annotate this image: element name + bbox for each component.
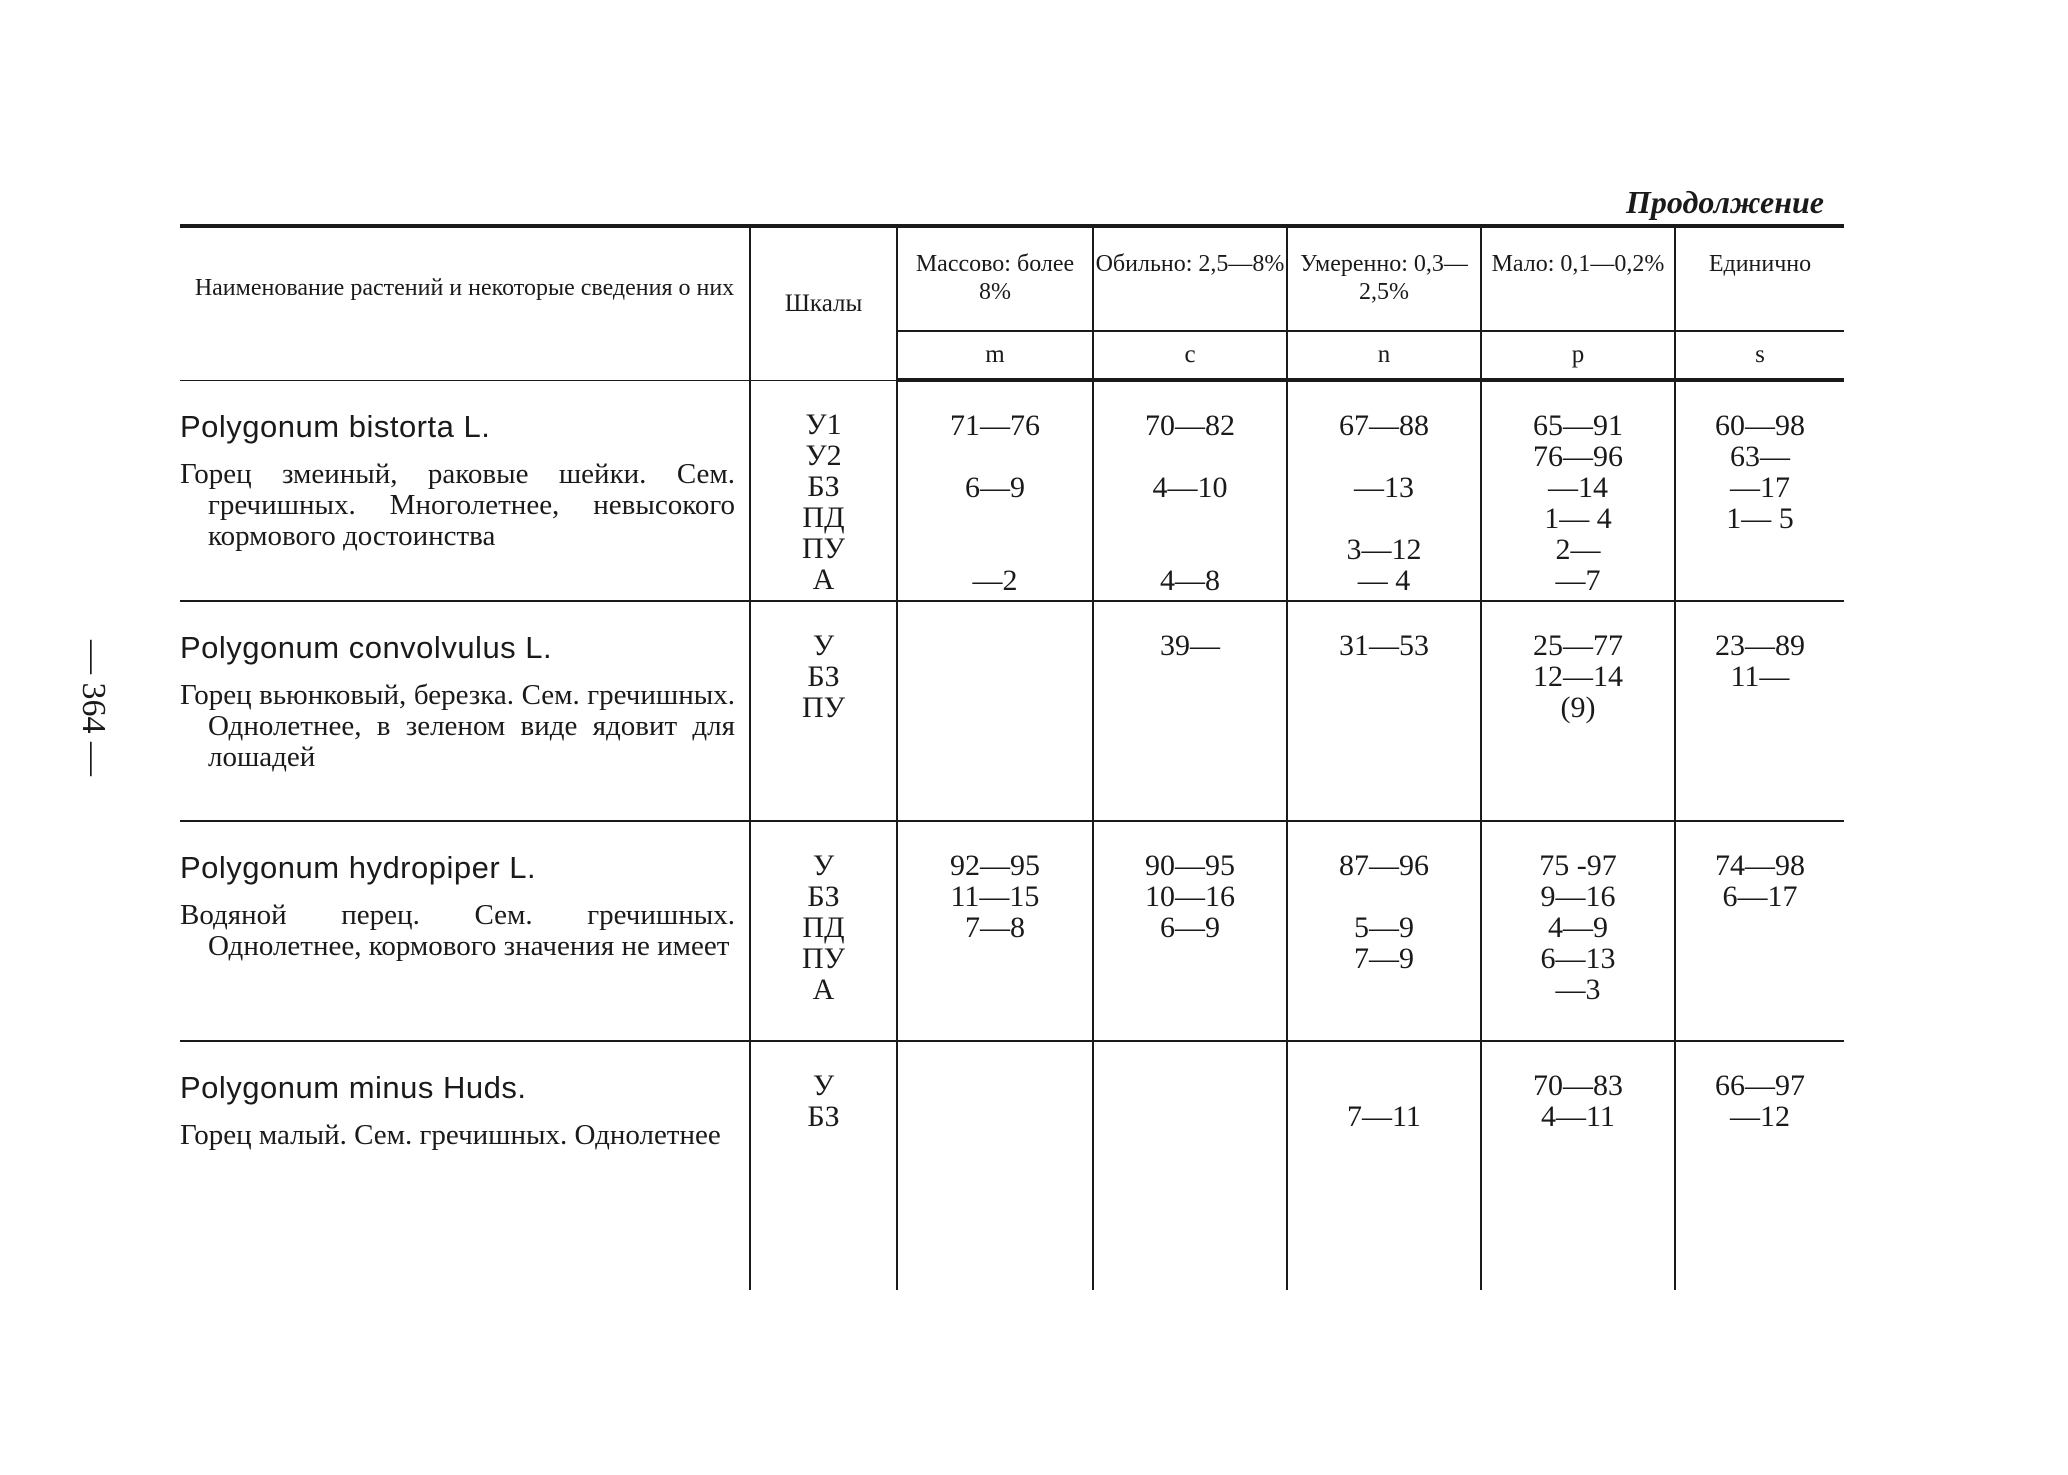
- value: [898, 503, 1092, 534]
- value: [1094, 974, 1286, 1005]
- scale-label: У: [812, 629, 835, 662]
- value: 11—: [1730, 660, 1790, 693]
- header-col-few: Мало: 0,1—0,2%: [1481, 226, 1675, 331]
- plant-description: Водяной перец. Сем. гречишных. Однолетнее, кормового значения не имеет: [180, 899, 735, 962]
- value-cell-s: [1675, 380, 1844, 601]
- value: [1288, 881, 1480, 912]
- value-cell-c: [1093, 821, 1287, 1041]
- value-cell-p: [1481, 1041, 1675, 1290]
- value: 10—16: [1145, 880, 1235, 913]
- value-cell-n: [1287, 601, 1481, 821]
- plant-description: Горец малый. Сем. гречишных. Однолетнее: [180, 1119, 721, 1151]
- value: [898, 943, 1092, 974]
- header-col-single: Единично: [1675, 226, 1844, 331]
- table-row: [180, 601, 1844, 821]
- value: [898, 974, 1092, 1005]
- value: 6—13: [1540, 942, 1616, 975]
- value: [898, 630, 1092, 661]
- value: [1288, 692, 1480, 723]
- value: 60—98: [1715, 409, 1805, 442]
- plant-name-cell: [180, 601, 750, 821]
- value: [898, 441, 1092, 472]
- value: 9—16: [1540, 880, 1616, 913]
- value: [898, 1101, 1092, 1132]
- scale-label: А: [812, 562, 835, 596]
- scale-label: ПУ: [802, 942, 845, 975]
- latin-name: Polygonum minus Huds.: [180, 1070, 527, 1105]
- value-cell-s: [1675, 601, 1844, 821]
- value: 74—98: [1715, 849, 1805, 882]
- value: [1676, 912, 1844, 943]
- value: 7—9: [1354, 942, 1414, 975]
- scale-label: ПД: [802, 500, 845, 534]
- value-cell-m: [897, 601, 1093, 821]
- value: [1288, 974, 1480, 1005]
- table-row: [180, 821, 1844, 1041]
- value: 7—8: [965, 911, 1025, 944]
- scales-cell: [750, 821, 897, 1041]
- latin-name: Polygonum bistorta L.: [180, 408, 491, 444]
- value: —17: [1730, 471, 1790, 504]
- header-symbol-c: c: [1093, 331, 1287, 380]
- value: [1288, 661, 1480, 692]
- value: 25—77: [1533, 629, 1623, 662]
- value: 92—95: [950, 849, 1040, 882]
- value: 4—9: [1548, 911, 1608, 944]
- value-cell-m: [897, 1041, 1093, 1290]
- value: 66—97: [1715, 1069, 1805, 1102]
- scale-label: У1: [805, 407, 842, 441]
- value: 70—83: [1533, 1069, 1623, 1102]
- scales-cell: [750, 380, 897, 601]
- value: [1288, 1070, 1480, 1101]
- value-cell-m: [897, 380, 1093, 601]
- scales-cell: [750, 601, 897, 821]
- latin-name: Polygonum convolvulus L.: [180, 630, 553, 665]
- value: 71—76: [950, 409, 1040, 442]
- value: [1676, 943, 1844, 974]
- value: 4—11: [1541, 1100, 1615, 1133]
- scale-label: ПД: [802, 911, 845, 944]
- value: 65—91: [1533, 409, 1623, 442]
- value: 90—95: [1145, 849, 1235, 882]
- scale-label: У: [812, 849, 835, 882]
- header-symbol-n: n: [1287, 331, 1481, 380]
- scale-label: ПУ: [802, 531, 845, 565]
- value-cell-p: [1481, 821, 1675, 1041]
- value-cell-s: [1675, 1041, 1844, 1290]
- value: [1094, 534, 1286, 565]
- value: 2—: [1555, 533, 1601, 566]
- value: [1094, 503, 1286, 534]
- value-cell-c: [1093, 601, 1287, 821]
- value: 6—9: [1160, 911, 1220, 944]
- value: [898, 1070, 1092, 1101]
- header-scales: Шкалы: [750, 226, 897, 380]
- value-cell-p: [1481, 380, 1675, 601]
- value: 23—89: [1715, 629, 1805, 662]
- scale-label: БЗ: [807, 880, 840, 913]
- value: 11—15: [950, 880, 1040, 913]
- value: [898, 661, 1092, 692]
- value: [1676, 565, 1844, 596]
- value: 70—82: [1145, 409, 1235, 442]
- value: [1288, 441, 1480, 472]
- value: 39—: [1160, 629, 1220, 662]
- value: [1094, 943, 1286, 974]
- plant-name-cell: [180, 821, 750, 1041]
- value: —12: [1730, 1100, 1790, 1133]
- plant-description: Горец вьюнковый, березка. Сем. гречишных. Однолетнее, в зеленом виде ядовит для лошадей: [180, 679, 735, 773]
- plant-description: Горец змеиный, раковые шейки. Сем. гречишных. Многолетнее, невысокого кормового достоинства: [180, 457, 735, 552]
- header-col-mass: Массово: более 8%: [897, 226, 1093, 331]
- value-cell-n: [1287, 821, 1481, 1041]
- scales-cell: [750, 1041, 897, 1290]
- value: [1094, 441, 1286, 472]
- value-cell-n: [1287, 380, 1481, 601]
- value: 3—12: [1346, 533, 1422, 566]
- value: 4—10: [1152, 471, 1228, 504]
- value: 12—14: [1533, 660, 1623, 693]
- value: [898, 534, 1092, 565]
- table-row: [180, 1041, 1844, 1290]
- continuation-label: Продолжение: [1626, 184, 1824, 220]
- value: 76—96: [1533, 440, 1623, 473]
- value: 75 -97: [1539, 849, 1617, 882]
- value: 67—88: [1339, 409, 1429, 442]
- header-name: Наименование растений и некоторые сведения о них: [180, 226, 750, 380]
- value: [898, 692, 1092, 723]
- scale-label: А: [812, 973, 835, 1006]
- plant-name-cell: [180, 380, 750, 601]
- value: 6—17: [1722, 880, 1798, 913]
- latin-name: Polygonum hydropiper L.: [180, 850, 537, 885]
- value: —2: [972, 564, 1018, 597]
- value: 1— 4: [1544, 502, 1612, 535]
- value: —3: [1555, 973, 1601, 1006]
- page-number: — 364 —: [75, 640, 112, 776]
- scale-label: ПУ: [802, 691, 845, 724]
- value: (9): [1560, 691, 1596, 724]
- value: [1094, 692, 1286, 723]
- value-cell-s: [1675, 821, 1844, 1041]
- value: —14: [1548, 471, 1608, 504]
- plant-name-cell: [180, 1041, 750, 1290]
- value: 87—96: [1339, 849, 1429, 882]
- value: [1094, 1101, 1286, 1132]
- header-col-moderate: Умеренно: 0,3—2,5%: [1287, 226, 1481, 331]
- value: 4—8: [1160, 564, 1220, 597]
- header-col-abundant: Обильно: 2,5—8%: [1093, 226, 1287, 331]
- value: 31—53: [1339, 629, 1429, 662]
- value: —7: [1555, 564, 1601, 597]
- header-symbol-p: p: [1481, 331, 1675, 380]
- value: 1— 5: [1726, 502, 1794, 535]
- scale-label: У2: [805, 438, 842, 472]
- value: 6—9: [965, 471, 1025, 504]
- plant-table: [180, 224, 1844, 1290]
- value: —13: [1354, 471, 1414, 504]
- header-symbol-m: m: [897, 331, 1093, 380]
- scale-label: БЗ: [807, 660, 840, 693]
- table-row: [180, 380, 1844, 601]
- value-cell-p: [1481, 601, 1675, 821]
- value: [1676, 534, 1844, 565]
- value: [1676, 692, 1844, 723]
- scale-label: БЗ: [807, 469, 840, 503]
- value: [1094, 661, 1286, 692]
- value: 63—: [1730, 440, 1790, 473]
- value-cell-n: [1287, 1041, 1481, 1290]
- value: 5—9: [1354, 911, 1414, 944]
- value-cell-c: [1093, 380, 1287, 601]
- header-symbol-s: s: [1675, 331, 1844, 380]
- value: — 4: [1357, 564, 1411, 597]
- scale-label: БЗ: [807, 1100, 840, 1133]
- value-cell-c: [1093, 1041, 1287, 1290]
- value-cell-m: [897, 821, 1093, 1041]
- scale-label: У: [812, 1069, 835, 1102]
- value: [1676, 974, 1844, 1005]
- value: [1094, 1070, 1286, 1101]
- value: 7—11: [1347, 1100, 1421, 1133]
- value: [1288, 503, 1480, 534]
